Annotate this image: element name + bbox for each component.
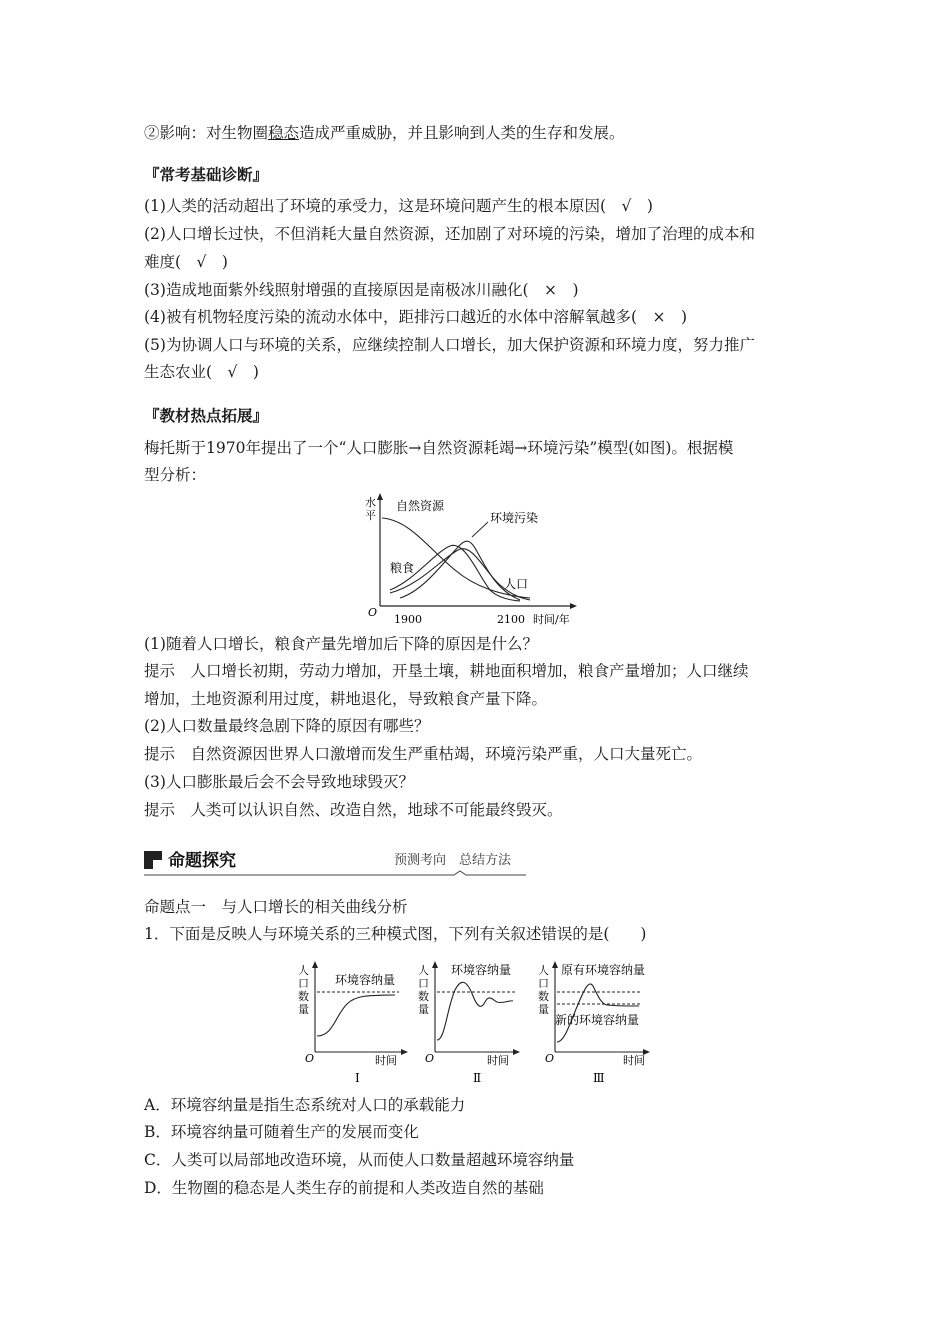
basics-item-5: (5)为协调人口与环境的关系，应继续控制人口增长，加大保护资源和环境力度，努力推广	[144, 336, 755, 354]
origin-label: O	[368, 606, 378, 619]
mode-figure-1	[298, 961, 408, 1085]
k-label-1: 环境容纳量	[335, 973, 396, 987]
svg-text:Ⅲ: Ⅲ	[593, 1071, 605, 1085]
svg-text:时间: 时间	[375, 1054, 397, 1067]
basics-item-1: (1)人类的活动超出了环境的承受力，这是环境问题产生的根本原因( √ )	[144, 197, 653, 215]
mode-figure-3	[538, 961, 650, 1085]
svg-text:O: O	[305, 1052, 315, 1065]
intro-line	[144, 123, 625, 143]
svg-text:时间: 时间	[487, 1054, 509, 1067]
svg-text:量: 量	[538, 1003, 549, 1016]
problem-point: 命题点一 与人口增长的相关曲线分析	[144, 898, 408, 916]
question-1: 1．下面是反映人与环境关系的三种模式图，下列有关叙述错误的是( )	[144, 925, 647, 943]
label-food: 粮食	[390, 561, 415, 575]
section-heading-basics: 『常考基础诊断』	[144, 166, 269, 184]
option-d[interactable]: D．生物圈的稳态是人类生存的前提和人类改造自然的基础	[144, 1179, 544, 1197]
label-pollution: 环境污染	[490, 511, 539, 525]
y-axis-arrow	[377, 493, 383, 500]
basics-item-4: (4)被有机物轻度污染的流动水体中，距排污口越近的水体中溶解氧越多( × )	[144, 308, 688, 326]
section-title: 命题探究	[168, 851, 236, 871]
svg-text:量: 量	[418, 1003, 429, 1016]
svg-text:人: 人	[418, 964, 429, 977]
section-title-bar	[144, 845, 526, 877]
svg-text:数: 数	[538, 990, 549, 1003]
section-subtitle: 预测考向 总结方法	[394, 853, 512, 868]
intro-suffix: 造成严重威胁，并且影响到人类的生存和发展。	[299, 124, 625, 142]
svg-text:O: O	[545, 1052, 555, 1065]
x-axis-label: 时间/年	[533, 613, 570, 626]
option-a[interactable]: A．环境容纳量是指生态系统对人口的承载能力	[144, 1096, 466, 1114]
title-underline	[144, 871, 526, 875]
label-population: 人口	[504, 577, 529, 591]
curve-pollution	[400, 541, 520, 600]
section-heading-textbook: 『教材热点拓展』	[144, 407, 269, 425]
x-end-label: 2100	[497, 613, 525, 626]
basics-item-2: (2)人口增长过快，不但消耗大量自然资源，还加剧了对环境的污染，增加了治理的成本和	[144, 225, 755, 243]
svg-text:人: 人	[298, 964, 309, 977]
svg-text:量: 量	[298, 1003, 309, 1016]
mode-figure-2	[418, 961, 520, 1085]
population-modes-figure	[295, 958, 665, 1092]
svg-text:数: 数	[298, 990, 309, 1003]
basics-item-3: (3)造成地面紫外线照射增强的直接原因是南极冰川融化( × )	[144, 281, 579, 299]
basics-item-2-cont: 难度( √ )	[144, 253, 228, 271]
svg-text:数: 数	[418, 990, 429, 1003]
y-label-2: 平	[365, 509, 376, 522]
k-label-2: 环境容纳量	[451, 963, 512, 977]
intro-underlined: 稳态	[268, 124, 300, 142]
k-label-new: 新的环境容纳量	[555, 1013, 640, 1027]
qa-question-1: (1)随着人口增长，粮食产量先增加后下降的原因是什么？	[144, 635, 538, 653]
x-axis-arrow	[570, 603, 577, 609]
option-c[interactable]: C．人类可以局部地改造环境，从而使人口数量超越环境容纳量	[144, 1151, 575, 1169]
qa-hint-2: 提示 自然资源因世界人口激增而发生严重枯竭，环境污染严重，人口大量死亡。	[144, 745, 703, 763]
svg-text:O: O	[425, 1052, 435, 1065]
textbook-intro-1: 梅托斯于1970年提出了一个“人口膨胀→自然资源耗竭→环境污染”模型(如图)。根据模	[144, 439, 734, 457]
label-natural-resources: 自然资源	[396, 499, 445, 513]
qa-question-3: (3)人口膨胀最后会不会导致地球毁灭？	[144, 773, 414, 791]
qa-hint-1b: 增加，土地资源利用过度，耕地退化，导致粮食产量下降。	[144, 690, 548, 708]
svg-text:口: 口	[418, 977, 429, 990]
svg-text:人: 人	[538, 964, 549, 977]
option-b[interactable]: B．环境容纳量可随着生产的发展而变化	[144, 1123, 419, 1141]
qa-hint-1a: 提示 人口增长初期，劳动力增加，开垦土壤，耕地面积增加，粮食产量增加；人口继续	[144, 662, 749, 680]
svg-text:时间: 时间	[623, 1054, 645, 1067]
k-label-old: 原有环境容纳量	[561, 963, 646, 977]
meadows-model-figure	[360, 490, 585, 634]
textbook-intro-2: 型分析：	[144, 466, 207, 484]
x-start-label: 1900	[394, 613, 422, 626]
basics-item-5-cont: 生态农业( √ )	[144, 363, 259, 381]
svg-text:Ⅱ: Ⅱ	[473, 1071, 482, 1085]
intro-prefix: ②影响：对生物圈	[144, 124, 269, 142]
pollution-leader	[472, 522, 488, 537]
svg-text:口: 口	[298, 977, 309, 990]
curve-2	[437, 982, 513, 1040]
qa-hint-3: 提示 人类可以认识自然、改造自然，地球不可能最终毁灭。	[144, 801, 563, 819]
qa-question-2: (2)人口数量最终急剧下降的原因有哪些？	[144, 717, 430, 735]
curve-1	[317, 995, 395, 1036]
svg-text:口: 口	[538, 977, 549, 990]
y-label-1: 水	[365, 496, 376, 509]
svg-text:Ⅰ: Ⅰ	[355, 1071, 360, 1085]
